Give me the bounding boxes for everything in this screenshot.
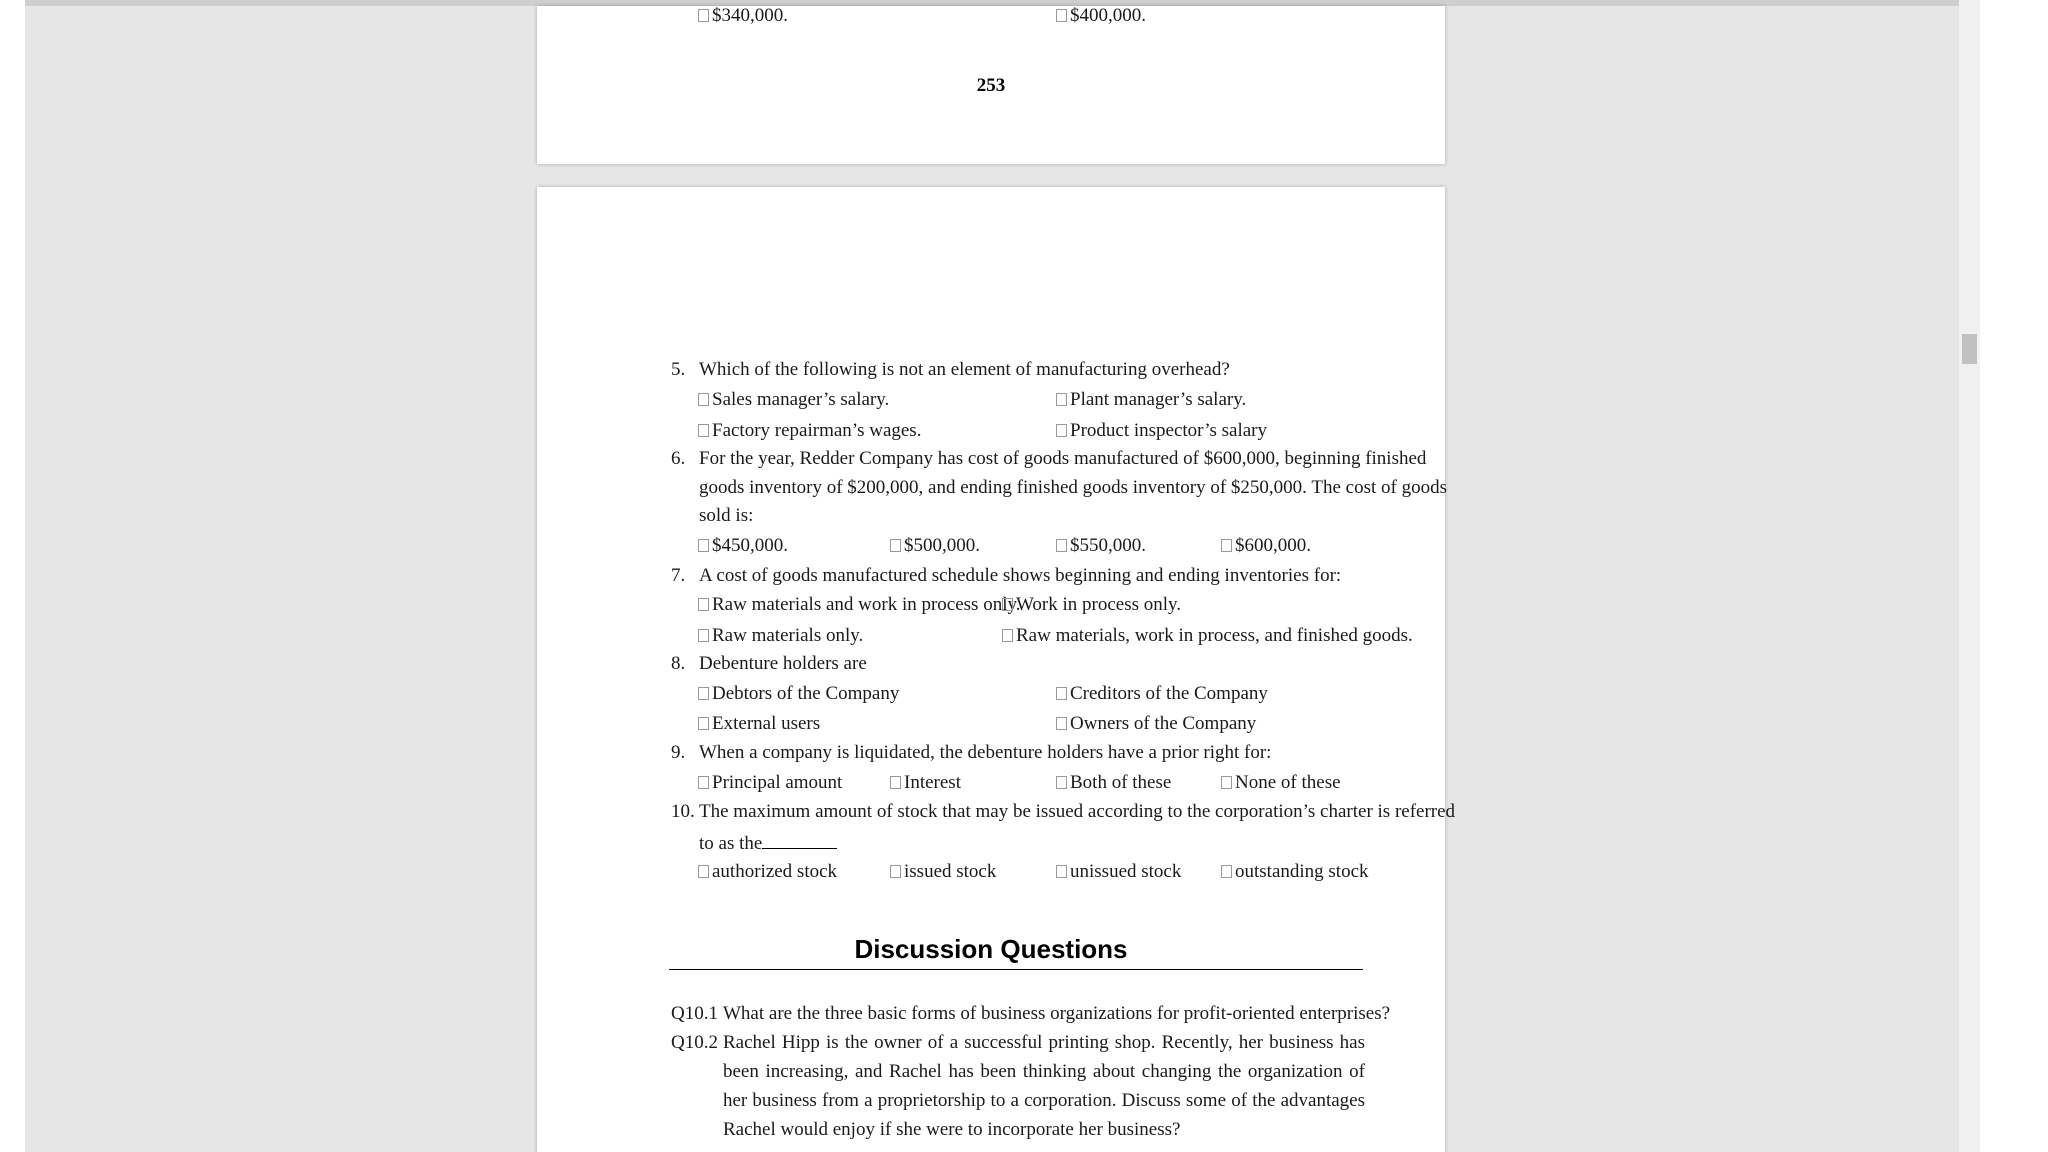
option[interactable]: authorized stock	[698, 861, 837, 883]
question-number: 8.	[671, 653, 686, 674]
option[interactable]: Plant manager’s salary.	[1056, 389, 1246, 411]
option[interactable]: Raw materials, work in process, and finished goods.	[1002, 625, 1413, 647]
question-text: The maximum amount of stock that may be issued according to the corporation’s charter is referred	[699, 801, 1456, 822]
option[interactable]: unissued stock	[1056, 861, 1181, 883]
option[interactable]: Factory repairman’s wages.	[698, 420, 921, 442]
option[interactable]: Product inspector’s salary	[1056, 420, 1267, 442]
question-number: 5.	[671, 359, 686, 380]
option[interactable]: Both of these	[1056, 772, 1171, 794]
question-text: For the year, Redder Company has cost of goods manufactured of $600,000, beginning finished	[699, 448, 1427, 469]
question-text: goods inventory of $200,000, and ending finished goods inventory of $250,000. The cost of goods	[699, 477, 1447, 498]
pdf-page-253	[537, 6, 1445, 164]
page-number: 253	[976, 75, 1006, 96]
discussion-number: Q10.2	[671, 1032, 718, 1053]
option[interactable]: $400,000.	[1056, 5, 1146, 27]
option[interactable]: Work in process only.	[1002, 594, 1181, 616]
question-text: A cost of goods manufactured schedule shows beginning and ending inventories for:	[699, 565, 1342, 586]
question-text: Debenture holders are	[699, 653, 867, 674]
option[interactable]: Raw materials only.	[698, 625, 863, 647]
option[interactable]: Sales manager’s salary.	[698, 389, 889, 411]
question-number: 9.	[671, 742, 686, 763]
option[interactable]: $500,000.	[890, 535, 980, 557]
option[interactable]: Creditors of the Company	[1056, 683, 1268, 705]
option[interactable]: $450,000.	[698, 535, 788, 557]
question-number: 7.	[671, 565, 686, 586]
option[interactable]: $340,000.	[698, 5, 788, 27]
scrollbar-thumb[interactable]	[1962, 334, 1977, 364]
option[interactable]: Raw materials and work in process only.	[698, 594, 1021, 616]
question-text: When a company is liquidated, the debenture holders have a prior right for:	[699, 742, 1272, 763]
discussion-text: Rachel Hipp is the owner of a successful printing shop. Recently, her business has been increasing, and Rachel has been thinking about changing the organization of her business from a proprietorship to a corporation. Discuss some of the advantages Rachel would enjoy if she were to incorporate her business?	[723, 1032, 1365, 1140]
pdf-page-254	[537, 187, 1456, 1152]
option[interactable]: outstanding stock	[1221, 861, 1369, 883]
option[interactable]: Debtors of the Company	[698, 683, 899, 705]
option[interactable]: External users	[698, 713, 820, 735]
question-number: 6.	[671, 448, 686, 469]
question-text	[699, 830, 837, 855]
question-text-line: to as the	[699, 833, 763, 854]
option[interactable]: $600,000.	[1221, 535, 1311, 557]
option[interactable]: $550,000.	[1056, 535, 1146, 557]
section-heading: Discussion Questions	[854, 934, 1128, 964]
heading-rule	[669, 969, 1363, 970]
option[interactable]: Principal amount	[698, 772, 842, 794]
option[interactable]: None of these	[1221, 772, 1341, 794]
discussion-text: What are the three basic forms of business organizations for profit-oriented enterprises?	[723, 1003, 1391, 1024]
option[interactable]: issued stock	[890, 861, 996, 883]
vertical-scrollbar[interactable]	[1959, 0, 1980, 1152]
question-text: Which of the following is not an element of manufacturing overhead?	[699, 359, 1230, 380]
fill-in-blank	[762, 830, 837, 849]
discussion-number: Q10.1	[671, 1003, 718, 1024]
question-number: 10.	[671, 801, 695, 822]
question-text: sold is:	[699, 505, 754, 526]
document-viewer[interactable]	[25, 0, 1959, 1152]
option[interactable]: Owners of the Company	[1056, 713, 1256, 735]
option[interactable]: Interest	[890, 772, 961, 794]
